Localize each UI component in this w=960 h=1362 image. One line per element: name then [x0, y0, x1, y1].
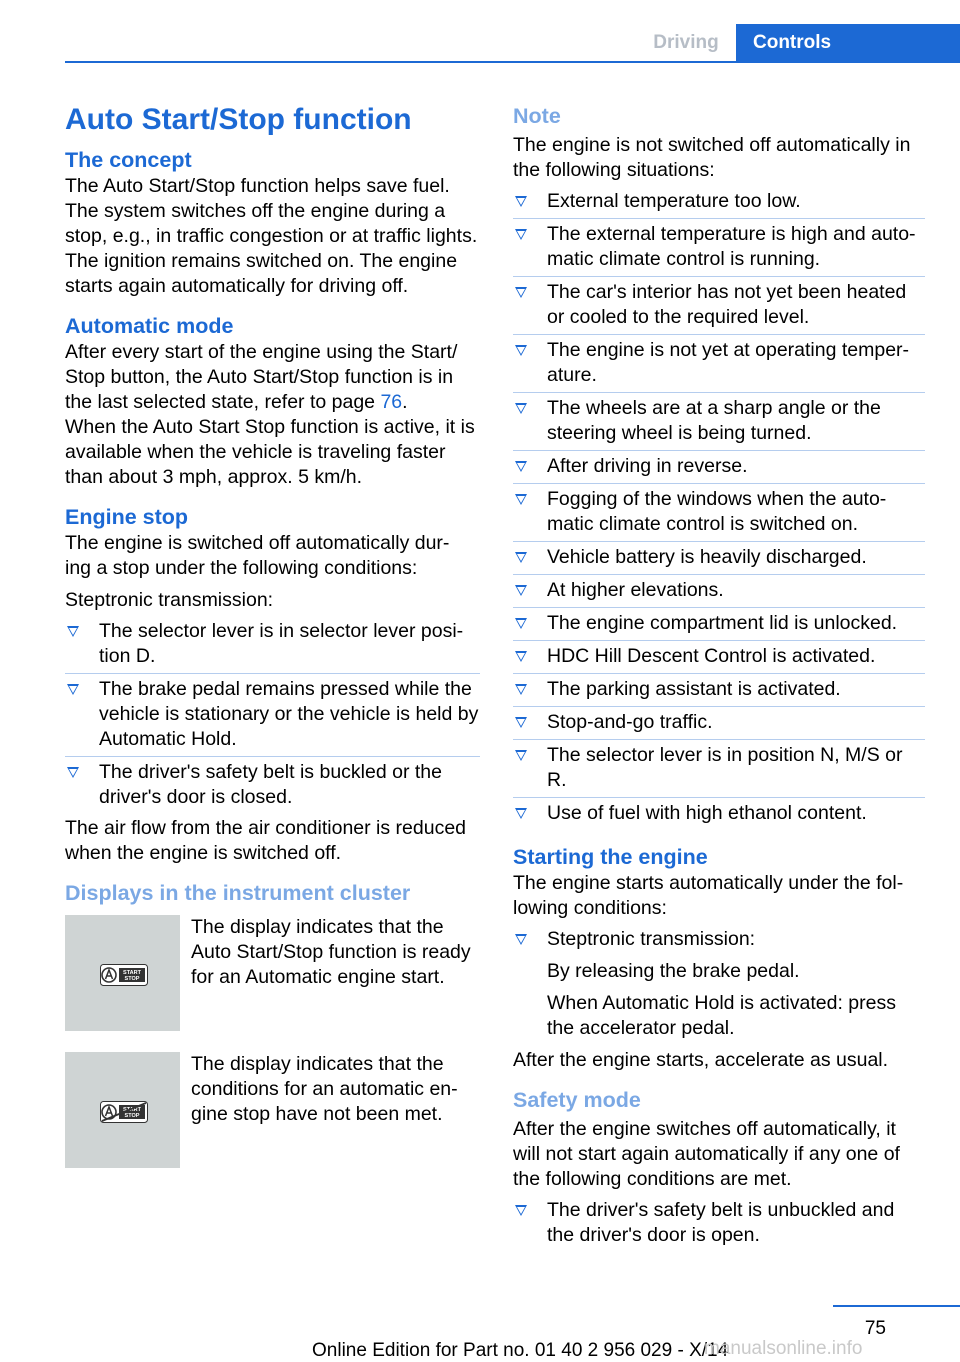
- triangle-bullet-icon: [515, 229, 527, 240]
- display-not-met-text: The display indicates that the conditions for an automatic en‐ gine stop have not been met.: [191, 1053, 458, 1125]
- triangle-bullet-icon: [515, 750, 527, 761]
- triangle-bullet-icon: [515, 403, 527, 414]
- starting-engine-outro: After the engine starts, accelerate as usual.: [513, 1049, 889, 1071]
- automatic-mode-heading: Automatic mode: [65, 314, 234, 338]
- start-stop-not-met-image: [65, 1052, 180, 1168]
- list-item: After driving in reverse.: [513, 450, 925, 483]
- edition-text: Online Edition for Part no. 01 40 2 956 029 - X/14: [312, 1340, 729, 1361]
- list-item: The engine is not yet at operating temper‐ ature.: [513, 334, 925, 392]
- starting-engine-heading: Starting the engine: [513, 845, 708, 869]
- concept-heading: The concept: [65, 148, 192, 172]
- release-brake-text: By releasing the brake pedal.: [547, 960, 800, 982]
- engine-stop-intro: The engine is switched off automatically dur‐ ing a stop under the following conditions:: [65, 532, 450, 579]
- page-number: 75: [864, 1318, 886, 1339]
- engine-stop-heading: Engine stop: [65, 505, 189, 529]
- list-item: Fogging of the windows when the auto‐ matic climate control is switched on.: [513, 483, 925, 541]
- svg-text:STOP: STOP: [124, 976, 140, 982]
- triangle-bullet-icon: [515, 494, 527, 505]
- list-item: The selector lever is in selector lever posi‐ tion D.: [65, 616, 480, 673]
- triangle-bullet-icon: [515, 461, 527, 472]
- display-row-not-met: [65, 1052, 480, 1189]
- auto-start-stop-crossed-icon: [100, 1101, 148, 1123]
- list-item: The car's interior has not yet been heated or cooled to the required level.: [513, 276, 925, 334]
- display-ready-text: The display indicates that the Auto Start/Stop function is ready for an Automatic engine start.: [191, 916, 471, 988]
- note-heading: Note: [513, 104, 561, 128]
- triangle-bullet-icon: [515, 1205, 527, 1216]
- list-item: The driver's safety belt is buckled or the driver's door is closed.: [65, 756, 480, 814]
- watermark-text: manualsonline.info: [704, 1338, 863, 1359]
- safety-mode-heading: Safety mode: [513, 1088, 641, 1112]
- list-item: Use of fuel with high ethanol content.: [513, 797, 925, 830]
- svg-text:START: START: [123, 1107, 141, 1113]
- triangle-bullet-icon: [515, 552, 527, 563]
- triangle-bullet-icon: [515, 287, 527, 298]
- triangle-bullet-icon: [67, 767, 79, 778]
- automatic-mode-text: After every start of the engine using the Start/ Stop button, the Auto Start/Stop function is in the last selected state, refer to page 76.: [65, 341, 458, 413]
- displays-heading: Displays in the instrument cluster: [65, 881, 411, 905]
- left-column: [65, 100, 480, 1189]
- steptronic-label: Steptronic transmission:: [547, 928, 756, 950]
- engine-stop-outro: The air flow from the air conditioner is reduced when the engine is switched off.: [65, 817, 467, 864]
- triangle-bullet-icon: [515, 717, 527, 728]
- triangle-bullet-icon: [515, 618, 527, 629]
- header-rule: [65, 61, 960, 63]
- right-column: [513, 102, 925, 1252]
- header-chapter-tab: Controls: [736, 24, 960, 62]
- list-item: Stop-and-go traffic.: [513, 706, 925, 739]
- list-item: The external temperature is high and auto‐ matic climate control is running.: [513, 218, 925, 276]
- triangle-bullet-icon: [67, 684, 79, 695]
- triangle-bullet-icon: [515, 808, 527, 819]
- triangle-bullet-icon: [515, 345, 527, 356]
- triangle-bullet-icon: [515, 684, 527, 695]
- list-item: HDC Hill Descent Control is activated.: [513, 640, 925, 673]
- triangle-bullet-icon: [515, 585, 527, 596]
- concept-text: The Auto Start/Stop function helps save fuel. The system switches off the engine during a stop, e.g., in traffic congestion or at traffic lights. The ignition remains switched on. The engine starts again automatically for driving off.: [65, 175, 478, 297]
- list-item: External temperature too low.: [513, 186, 925, 218]
- automatic-mode-text-2: When the Auto Start Stop function is active, it is available when the vehicle is traveling faster than about 3 mph, approx. 5 km/h.: [65, 416, 475, 488]
- list-item: The selector lever is in position N, M/S or R.: [513, 739, 925, 797]
- start-stop-ready-image: [65, 915, 180, 1031]
- triangle-bullet-icon: [515, 196, 527, 207]
- engine-stop-label: Steptronic transmission:: [65, 589, 274, 611]
- footer-rule: [833, 1305, 960, 1307]
- triangle-bullet-icon: [515, 934, 527, 945]
- page-76-link[interactable]: 76: [380, 391, 403, 413]
- list-item: The parking assistant is activated.: [513, 673, 925, 706]
- starting-engine-intro: The engine starts automatically under the fol‐ lowing conditions:: [513, 872, 904, 919]
- display-row-ready: [65, 915, 480, 1052]
- list-item: The brake pedal remains pressed while the vehicle is stationary or the vehicle is held by Automatic Hold.: [65, 673, 480, 756]
- svg-text:START: START: [123, 970, 141, 976]
- note-intro: The engine is not switched off automatically in the following situations:: [513, 134, 911, 181]
- engine-stop-list: [65, 616, 480, 814]
- automatic-hold-text: When Automatic Hold is activated: press the accelerator pedal.: [547, 992, 896, 1039]
- safety-mode-list: [513, 1195, 925, 1252]
- list-item: The engine compartment lid is unlocked.: [513, 607, 925, 640]
- list-item: Vehicle battery is heavily discharged.: [513, 541, 925, 574]
- svg-text:STOP: STOP: [124, 1113, 140, 1119]
- safety-mode-intro: After the engine switches off automatically, it will not start again automatically if any one of the following conditions are met.: [513, 1118, 900, 1190]
- auto-start-stop-icon: [100, 964, 148, 986]
- starting-engine-list: [513, 924, 925, 1045]
- list-item: At higher elevations.: [513, 574, 925, 607]
- list-item: The driver's safety belt is unbuckled and the driver's door is open.: [513, 1195, 925, 1252]
- page-title: Auto Start/Stop function: [65, 103, 412, 136]
- list-item: [513, 924, 925, 1045]
- triangle-bullet-icon: [515, 651, 527, 662]
- list-item: The wheels are at a sharp angle or the steering wheel is being turned.: [513, 392, 925, 450]
- triangle-bullet-icon: [67, 626, 79, 637]
- header-section-tab: Driving: [653, 32, 719, 53]
- note-list: [513, 186, 925, 830]
